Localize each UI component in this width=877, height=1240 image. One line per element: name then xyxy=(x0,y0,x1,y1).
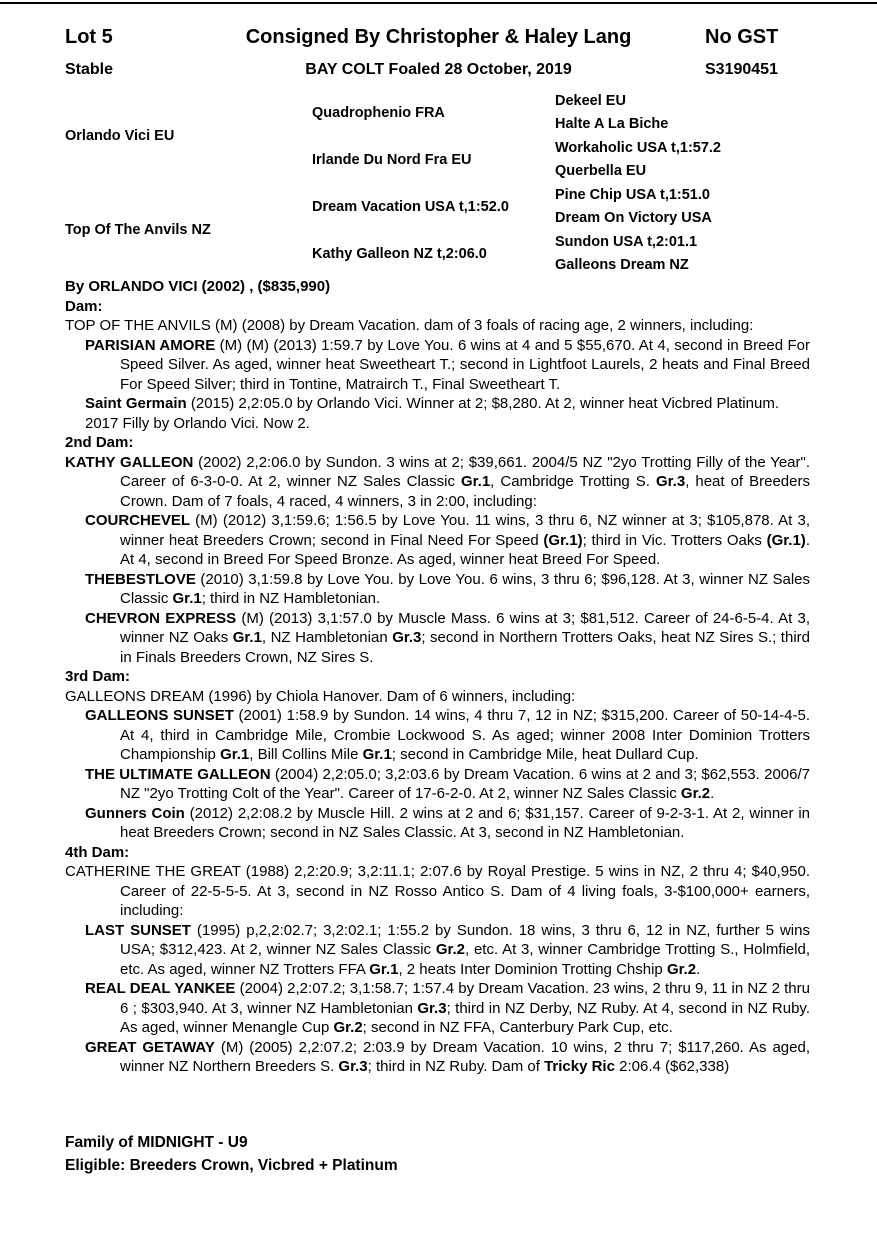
pedigree-entry: Querbella EU xyxy=(555,163,647,180)
consignor-title: Consigned By Christopher & Haley Lang xyxy=(245,26,632,48)
footer xyxy=(65,1131,398,1177)
pedigree-entry: Top Of The Anvils NZ xyxy=(65,222,211,238)
eligibility-line: Eligible: Breeders Crown, Vicbred + Platinum xyxy=(65,1157,398,1174)
paragraph-chevron-express: CHEVRON EXPRESS (M) (2013) 3,1:57.0 by Muscle Mass. 6 wins at 3; $81,512. Career of 24-6-5-4. At 3, winner NZ Oaks Gr.1, NZ Hambletonian Gr.3; second in Northern Trotters Oaks, heat NZ Sires S.; third in Finals Breeders Crown, NZ Sires S. xyxy=(85,609,810,666)
gst-status: No GST xyxy=(705,26,779,48)
pedigree-entry: Quadrophenio FRA xyxy=(312,104,445,121)
second-dam-heading: 2nd Dam: xyxy=(65,434,134,451)
pedigree-entry: Dekeel EU xyxy=(555,92,626,109)
paragraph-2017-filly: 2017 Filly by Orlando Vici. Now 2. xyxy=(85,414,310,432)
lot-number: Lot 5 xyxy=(65,26,113,48)
pedigree-gen1 xyxy=(65,89,312,277)
paragraph-courchevel: COURCHEVEL (M) (2012) 3,1:59.6; 1:56.5 by Love You. 11 wins, 3 thru 6, NZ winner at 3; $105,878. At 3, winner heat Breeders Crown; second in Final Need For Speed (Gr.1); third in Vic. Trotters Oaks (Gr.1). At 4, second in Breed For Speed Bronze. As aged, winner heat Breed For Speed. xyxy=(85,512,810,568)
paragraph-thebestlove: THEBESTLOVE (2010) 3,1:59.8 by Love You. by Love You. 6 wins, 3 thru 6; $96,128. At 3, winner NZ Sales Classic Gr.1; third in NZ Hambletonian. xyxy=(85,570,810,607)
pedigree-gen2 xyxy=(312,89,555,277)
paragraph-galleons-sunset: GALLEONS SUNSET (2001) 1:58.9 by Sundon. 14 wins, 4 thru 7, 12 in NZ; $315,200. Career of 50-14-4-5. At 4, third in Cambridge Mile, Crombie Lockwood S. As aged; winner 2008 Inter Dominion Trotters Championship Gr.1, Bill Collins Mile Gr.1; second in Cambridge Mile, heat Dullard Cup. xyxy=(85,707,810,763)
pedigree-entry: Workaholic USA t,1:57.2 xyxy=(555,139,721,156)
paragraph-the-ultimate-galleon: THE ULTIMATE GALLEON (2004) 2,2:05.0; 3,2:03.6 by Dream Vacation. 6 wins at 2 and 3; $62,553. 2006/7 NZ "2yo Trotting Colt of the Year". Career of 17-6-2-0. At 2, winner NZ Sales Classic Gr.2. xyxy=(85,765,810,802)
catalog-code: S3190451 xyxy=(705,61,778,78)
paragraph-great-getaway: GREAT GETAWAY (M) (2005) 2,2:07.2; 2:03.9 by Dream Vacation. 10 wins, 2 thru 7; $117,260. As aged, winner NZ Northern Breeders S. Gr.3; third in NZ Ruby. Dam of Tricky Ric 2:06.4 ($62,338) xyxy=(85,1038,810,1075)
paragraph-parisian-amore: PARISIAN AMORE (M) (M) (2013) 1:59.7 by Love You. 6 wins at 4 and 5 $55,670. At 4, second in Breed For Speed Silver. As aged, winner heat Sweetheart T.; second in Lightfoot Laurels, 2 heats and Final Breed For Speed Silver; third in Tontine, Matrairch T., Final Sweetheart T. xyxy=(85,336,810,393)
paragraph-gunners-coin: Gunners Coin (2012) 2,2:08.2 by Muscle Hill. 2 wins at 2 and 6; $31,157. Career of 9-2-3-1. At 2, winner in heat Breeders Crown; second in NZ Sales Classic. At 3, second in NZ Hambletonian. xyxy=(85,804,810,841)
pedigree-entry: Pine Chip USA t,1:51.0 xyxy=(555,186,710,203)
paragraph-top-of-the-anvils: TOP OF THE ANVILS (M) (2008) by Dream Vacation. dam of 3 foals of racing age, 2 winners, including: xyxy=(65,317,754,334)
foaled-subtitle: BAY COLT Foaled 28 October, 2019 xyxy=(305,61,572,78)
paragraph-catherine-the-great: CATHERINE THE GREAT (1988) 2,2:20.9; 3,2:11.1; 2:07.6 by Royal Prestige. 5 wins in NZ, 2 thru 4; $40,950. Career of 22-5-5-5. At 3, second in NZ Rosso Antico S. Dam of 4 living foals, 3-$100,000+ earners, including: xyxy=(65,863,810,919)
third-dam-heading: 3rd Dam: xyxy=(65,668,131,685)
paragraph-kathy-galleon: KATHY GALLEON (2002) 2,2:06.0 by Sundon. 3 wins at 2; $39,661. 2004/5 NZ "2yo Trotting Filly of the Year". Career of 6-3-0-0. At 2, winner NZ Sales Classic Gr.1, Cambridge Trotting S. Gr.3, heat of Breeders Crown. Dam of 7 foals, 4 raced, 4 winners, 3 in 2:00, including: xyxy=(65,453,810,510)
sire-summary-line: By ORLANDO VICI (2002) , ($835,990) xyxy=(65,278,331,295)
top-border-rule xyxy=(0,2,877,4)
pedigree-entry: Kathy Galleon NZ t,2:06.0 xyxy=(312,245,487,262)
paragraph-saint-germain: Saint Germain (2015) 2,2:05.0 by Orlando Vici. Winner at 2; $8,280. At 2, winner heat Vicbred Platinum. xyxy=(85,395,779,412)
pedigree-gen3 xyxy=(555,89,825,277)
paragraph-real-deal-yankee: REAL DEAL YANKEE (2004) 2,2:07.2; 3,1:58.7; 1:57.4 by Dream Vacation. 23 wins, 2 thru 9, 11 in NZ 2 thru 6 ; $303,940. At 3, winner NZ Hambletonian Gr.3; third in NZ Derby, NZ Ruby. At 4, second in NZ Ruby. As aged, winner Menangle Cup Gr.2; second in NZ FFA, Canterbury Park Cup, etc. xyxy=(85,980,810,1036)
stable-label: Stable xyxy=(65,61,114,78)
family-line: Family of MIDNIGHT - U9 xyxy=(65,1134,248,1151)
pedigree-entry: Halte A La Biche xyxy=(555,116,669,133)
pedigree-entry: Sundon USA t,2:01.1 xyxy=(555,233,698,250)
pedigree-entry: Irlande Du Nord Fra EU xyxy=(312,151,472,168)
pedigree-table xyxy=(65,89,825,277)
paragraph-galleons-dream: GALLEONS DREAM (1996) by Chiola Hanover. Dam of 6 winners, including: xyxy=(65,687,576,705)
pedigree-text xyxy=(65,277,810,1077)
pedigree-entry: Galleons Dream NZ xyxy=(555,257,689,274)
pedigree-entry: Dream Vacation USA t,1:52.0 xyxy=(312,198,509,215)
pedigree-entry: Orlando Vici EU xyxy=(65,128,175,144)
fourth-dam-heading: 4th Dam: xyxy=(65,843,130,861)
paragraph-last-sunset: LAST SUNSET (1995) p,2,2:02.7; 3,2:02.1; 1:55.2 by Sundon. 18 wins, 3 thru 6, 12 in NZ, further 5 wins USA; $312,423. At 2, winner NZ Sales Classic Gr.2, etc. At 3, winner Cambridge Trotting S., Holmfield, etc. As aged, winner NZ Trotters FFA Gr.1, 2 heats Inter Dominion Trotting Chship Gr.2. xyxy=(85,921,810,978)
pedigree-entry: Dream On Victory USA xyxy=(555,210,712,227)
dam-heading: Dam: xyxy=(65,297,103,315)
